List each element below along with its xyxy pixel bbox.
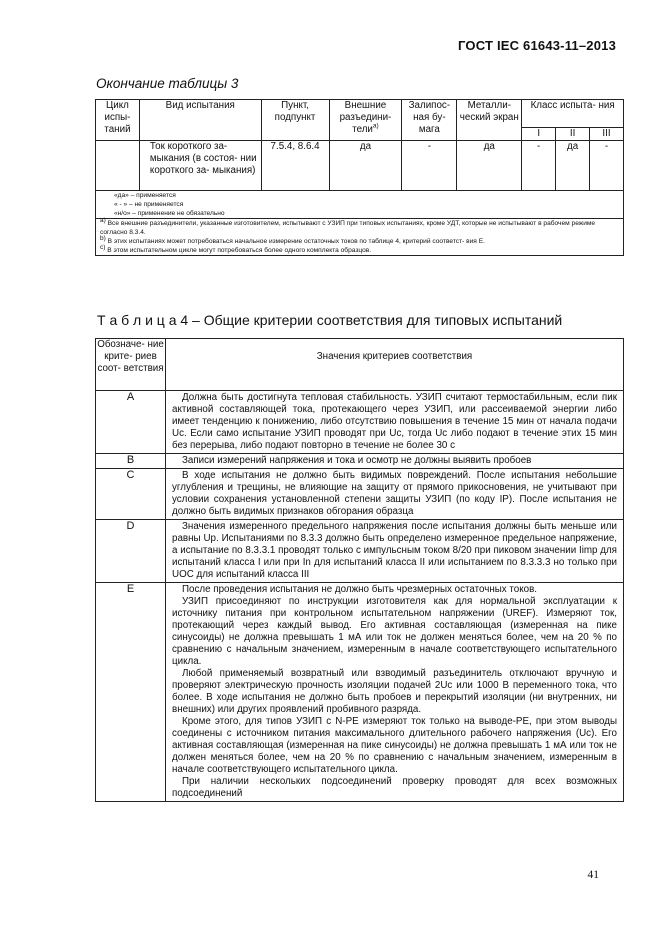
standard-header: ГОСТ IEC 61643-11–2013	[458, 38, 616, 53]
table-row	[96, 454, 624, 469]
table-row	[96, 141, 624, 191]
table4	[95, 338, 624, 802]
footnote: $^{b)}$ В этих испытаниях может потребоваться начальное измерение остаточных токов по таблице 4, критерий соответст- вия E.	[100, 234, 485, 245]
t3-header-cycle: Цикл испы- таний	[96, 100, 140, 141]
t3-header-test-type: Вид испытания	[139, 100, 261, 141]
t3-header-potting: Залипос- ная бу- мага	[402, 100, 457, 141]
t3-header-clause: Пункт, подпункт	[261, 100, 329, 141]
table-row	[96, 469, 624, 520]
table4-caption: Т а б л и ц а 4 – Общие критерии соответствия для типовых испытаний	[97, 312, 563, 328]
criterion-text: В ходе испытания не должно быть видимых повреждений. После испытания небольшие углубления и трещины, не влияющие на защиту от прямого прикосновения, не учитывают при условии сохранения установленной степени защиты УЗИП (по коду IP). После испытания не должно быть видимых признаков обгорания образца	[166, 469, 624, 520]
t3-note-a-ref: a)	[372, 122, 379, 130]
criterion-code: D	[96, 520, 166, 583]
t3-footnotes	[96, 216, 624, 256]
legend-item: «да» – применяется	[114, 192, 176, 199]
t3-cell-potting: -	[402, 141, 457, 191]
t4-header-code: Обозначе- ние крите- риев соот- ветствия	[96, 339, 166, 391]
t3-legend	[96, 191, 624, 219]
criterion-code: B	[96, 454, 166, 469]
table3	[95, 99, 624, 256]
t3-header-metal-screen: Металли- ческий экран	[457, 100, 522, 141]
criterion-text: После проведения испытания не должно быть чрезмерных остаточных токов. УЗИП присоединяют по инструкции изготовителя как для нормальной эксплуатации к источнику питания при контрольном испытательном напряжении (UREF). Измеряют ток, протекающий через каждый вывод. Его активная составляющая (измеренная на пике синусоиды) не должна превышать 1 мА или ток не должен меняться более, чем на 20 % по сравнению с начальным значением, измеренным в начале соответствующего испытательного цикла. Любой применяемый возвратный или взводимый разъединитель отключают вручную и проверяют электрическую прочность изоляции подачей 2Uc или 1000 В переменного тока, что более. В ходе испытания не должно быть пробоев и перекрытий изоляции (ни внутренних, ни внешних) или других проявлений пробивного разряда. Кроме этого, для типов УЗИП с N-PE измеряют ток только на выводе-PE, при этом выводы соединены с источником питания максимального длительного рабочего напряжения (Uc). Его активная составляющая (измеренная на пике синусоиды) не должна превышать 1 мА или ток не должен меняться более, чем на 20 % по сравнению с начальным значением, измеренным в начале соответствующего испытательного цикла. При наличии нескольких подсоединений проверку проводят для всех возможных подсоединений	[166, 583, 624, 802]
t3-header-class-ii: II	[556, 128, 590, 141]
table-row	[96, 520, 624, 583]
legend-item: « - » – не применяется	[114, 201, 184, 208]
t3-cell-clause: 7.5.4, 8.6.4	[261, 141, 329, 191]
criterion-code: E	[96, 583, 166, 802]
t3-header-class-iii: III	[590, 128, 624, 141]
t3-header-ext-disc: Внешние разъедини- тели$^{a)}$	[329, 100, 402, 141]
t3-cell-ext-disc: да	[329, 141, 402, 191]
table-row	[96, 583, 624, 802]
t4-header-values: Значения критериев соответствия	[166, 339, 624, 391]
page-number: 41	[587, 869, 599, 881]
table3-caption: Окончание таблицы 3	[96, 76, 239, 91]
criterion-code: C	[96, 469, 166, 520]
t3-cell-test-type: Ток короткого за- мыкания (в состоя- нии короткого за- мыкания)	[139, 141, 261, 191]
t3-cell-class-iii: -	[590, 141, 624, 191]
footnote: $^{c)}$ В этом испытательном цикле могут потребоваться более одного комплекта образцов.	[100, 243, 372, 254]
t3-cell-class-ii: да	[556, 141, 590, 191]
table-row	[96, 391, 624, 454]
t3-header-class-i: I	[522, 128, 556, 141]
criterion-code: A	[96, 391, 166, 454]
footnote: $^{a)}$ Все внешние разъединители, указанные изготовителем, испытывают с УЗИП при типовых испытаниях, кроме УДТ, которые не испытывают в рабочем режиме согласно 8.3.4.	[100, 216, 596, 236]
t3-cell-metal-screen: да	[457, 141, 522, 191]
criterion-text: Значения измеренного предельного напряжения после испытания должны быть меньше или равны Up. Испытаниями по 8.3.3 должно быть определено измеренное предельное напряжение, а испытание по 8.3.3.1 проводят только с импульсным током 8/20 при пиковом значении Iimp для испытаний класса I или при In для испытаний класса II или испытанием по 8.3.3.3 но только при UOC для испытаний класса III	[166, 520, 624, 583]
t3-cell-cycle	[96, 141, 140, 191]
t3-cell-class-i: -	[522, 141, 556, 191]
criterion-text: Записи измерений напряжения и тока и осмотр не должны выявить пробоев	[166, 454, 624, 469]
t3-header-class: Класс испыта- ния	[522, 100, 624, 128]
legend-item: «н/о» – применение не обязательно	[114, 210, 225, 217]
criterion-text: Должна быть достигнута тепловая стабильность. УЗИП считают термостабильным, если пик активной составляющей тока, протекающего через УЗИП, или рассеиваемой энергии либо имеет тенденцию к понижению, либо отсутствию повышения в течение 15 мин от начала подачи Uc. Если само испытание УЗИП проводят при Uc, тогда Uc либо подают в течение этих 15 мин без перерыва, либо подают повторно в течение не более 30 с	[166, 391, 624, 454]
